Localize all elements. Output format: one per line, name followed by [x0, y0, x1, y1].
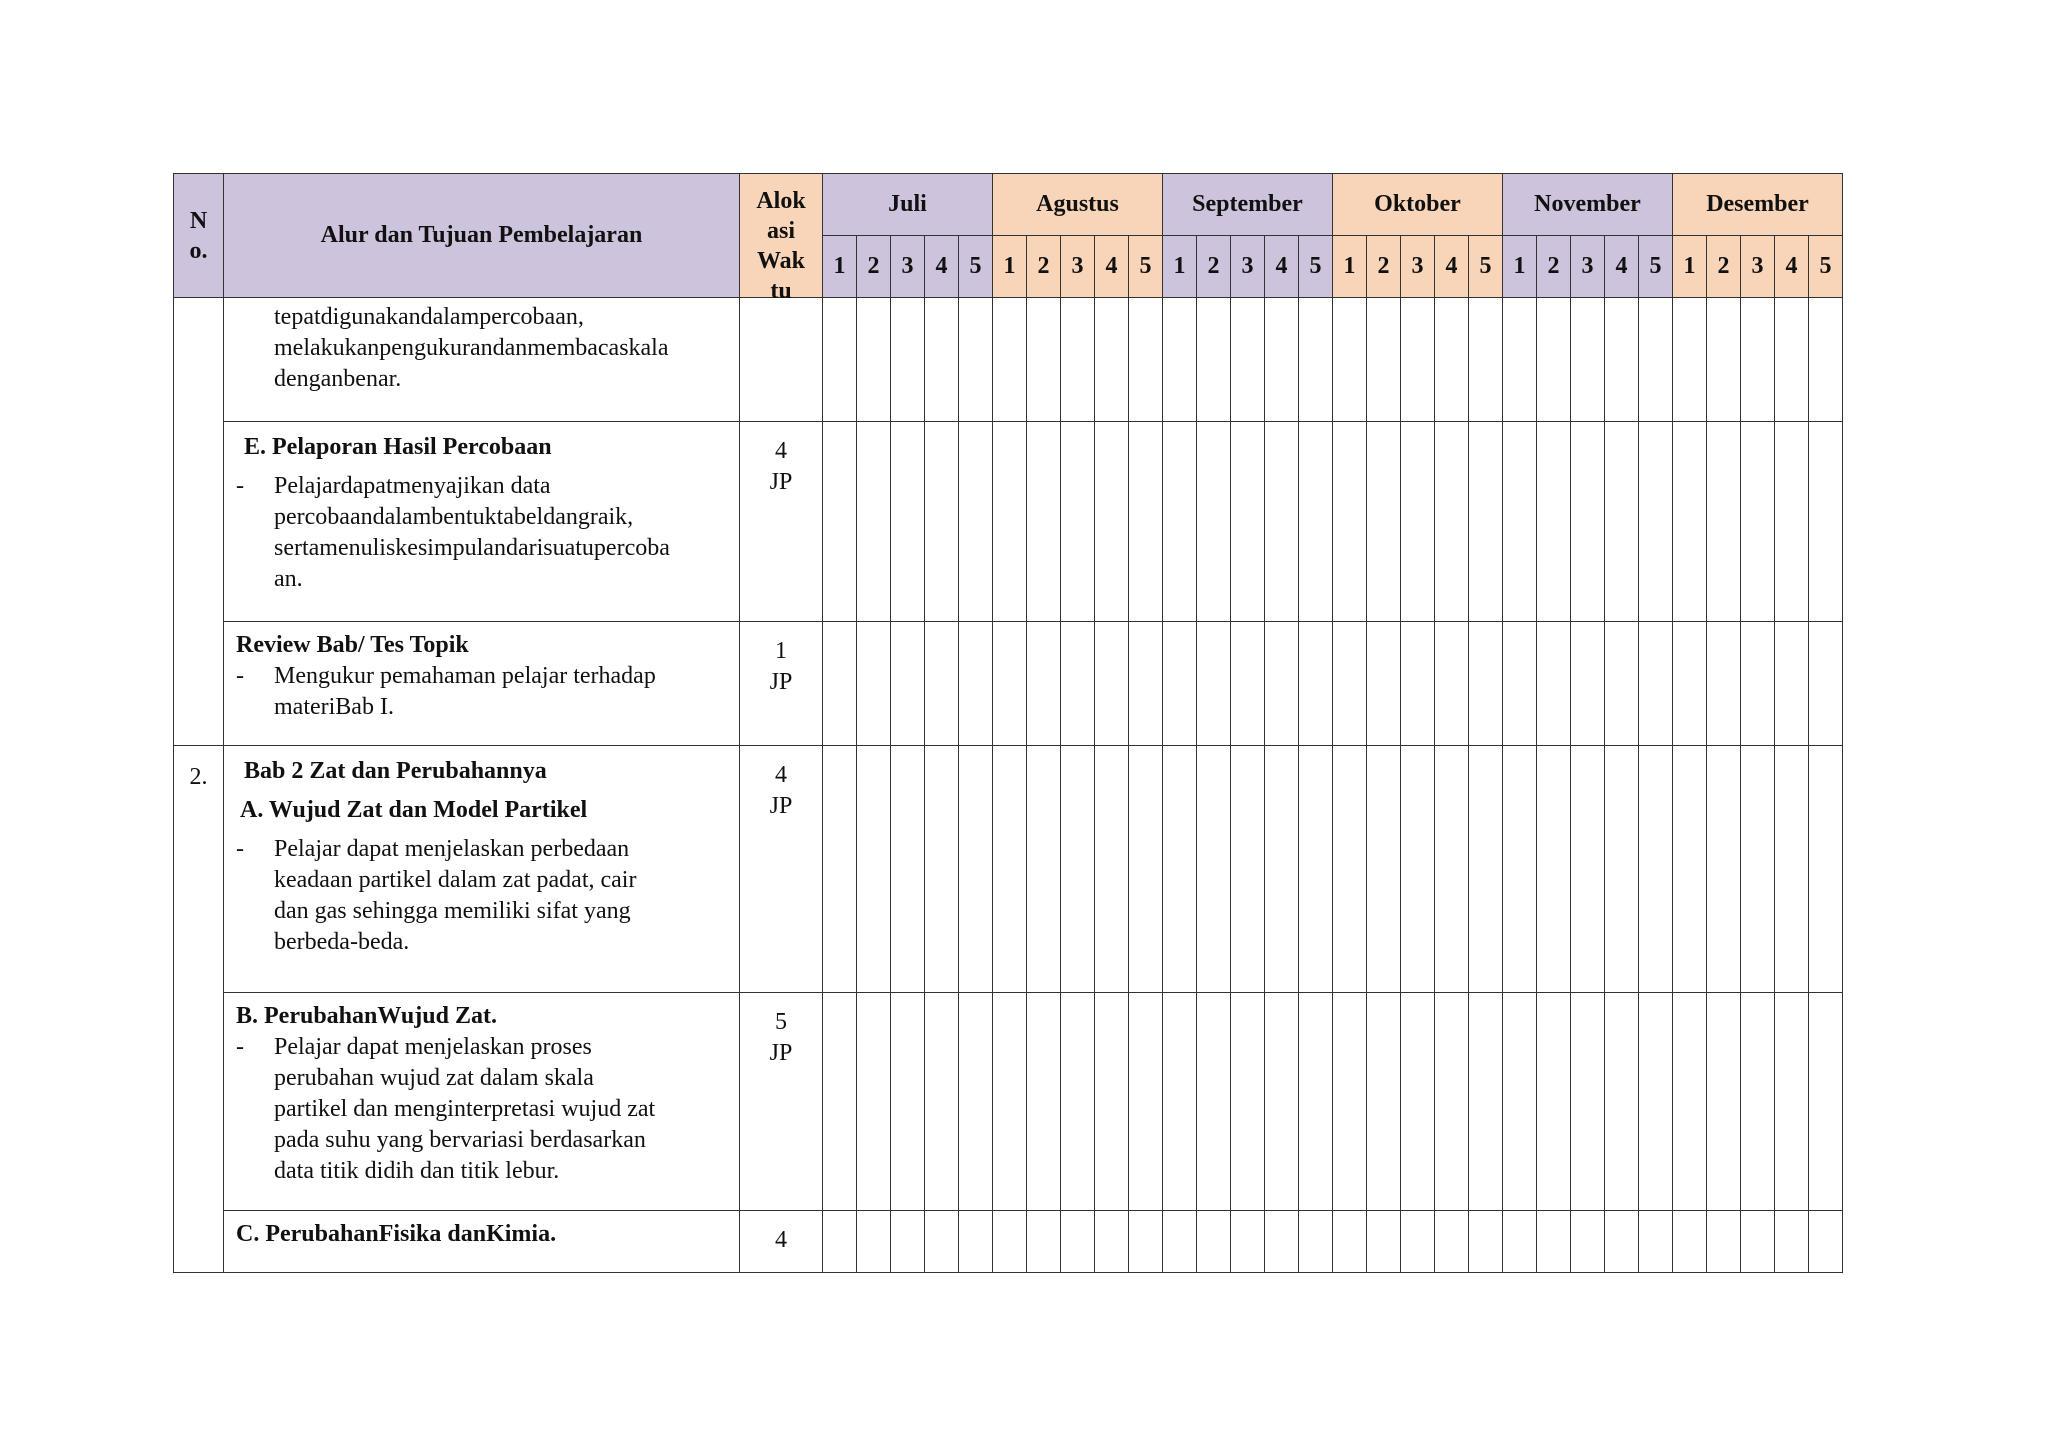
schedule-cell[interactable]	[1503, 298, 1537, 422]
schedule-cell[interactable]	[1197, 993, 1231, 1211]
schedule-cell[interactable]	[1741, 993, 1775, 1211]
dash-bullet: -	[236, 1034, 244, 1060]
schedule-cell[interactable]	[1333, 993, 1367, 1211]
month-desember: Desember	[1673, 174, 1843, 236]
text-line: partikel dan menginterpretasi wujud zat	[274, 1096, 656, 1122]
schedule-cell[interactable]	[1299, 622, 1333, 746]
schedule-cell[interactable]	[1673, 298, 1707, 422]
schedule-cell[interactable]	[857, 746, 891, 993]
schedule-cell[interactable]	[823, 622, 857, 746]
week-number-header: 3	[891, 236, 925, 298]
schedule-cell[interactable]	[1707, 298, 1741, 422]
text-line: Pelajardapatmenyajikan data	[274, 473, 551, 499]
schedule-cell[interactable]	[1231, 622, 1265, 746]
schedule-cell[interactable]	[959, 993, 993, 1211]
schedule-cell[interactable]	[1163, 298, 1197, 422]
schedule-cell[interactable]	[1061, 746, 1095, 993]
schedule-cell[interactable]	[1435, 1211, 1469, 1273]
schedule-cell[interactable]	[993, 622, 1027, 746]
schedule-cell[interactable]	[1503, 746, 1537, 993]
month-november: November	[1503, 174, 1673, 236]
header-alur: Alur dan Tujuan Pembelajaran	[224, 174, 740, 298]
schedule-cell[interactable]	[1537, 422, 1571, 622]
schedule-cell[interactable]	[1707, 746, 1741, 993]
week-number-header: 3	[1231, 236, 1265, 298]
jp-unit: JP	[769, 669, 793, 695]
bullet-item	[236, 1032, 725, 1187]
text-line: tepatdigunakandalampercobaan,	[274, 304, 584, 330]
schedule-cell[interactable]	[1061, 422, 1095, 622]
bullet-item	[236, 834, 725, 958]
alokasi-cell	[740, 622, 823, 746]
schedule-cell[interactable]	[1605, 298, 1639, 422]
schedule-cell[interactable]	[1095, 422, 1129, 622]
alokasi-cell	[740, 1211, 823, 1273]
schedule-cell[interactable]	[1639, 993, 1673, 1211]
week-number-header: 5	[1129, 236, 1163, 298]
jp-number: 4	[775, 762, 787, 788]
schedule-cell[interactable]	[1197, 1211, 1231, 1273]
continued-text	[236, 302, 725, 395]
alur-cell	[224, 746, 740, 993]
schedule-cell[interactable]	[857, 993, 891, 1211]
schedule-cell[interactable]	[1095, 746, 1129, 993]
jp-unit: JP	[769, 793, 793, 819]
schedule-cell[interactable]	[1673, 993, 1707, 1211]
schedule-cell[interactable]	[1027, 993, 1061, 1211]
schedule-cell[interactable]	[1265, 1211, 1299, 1273]
schedule-cell[interactable]	[1707, 422, 1741, 622]
month-agustus: Agustus	[993, 174, 1163, 236]
schedule-cell[interactable]	[1265, 746, 1299, 993]
schedule-cell[interactable]	[993, 422, 1027, 622]
bullet-item	[236, 661, 725, 723]
alur-cell	[224, 1211, 740, 1273]
schedule-cell[interactable]	[1435, 622, 1469, 746]
schedule-cell[interactable]	[1775, 422, 1809, 622]
schedule-cell[interactable]	[1061, 622, 1095, 746]
week-number-header: 4	[925, 236, 959, 298]
schedule-cell[interactable]	[1197, 422, 1231, 622]
jp-number: 5	[775, 1009, 787, 1035]
schedule-cell[interactable]	[1333, 622, 1367, 746]
schedule-cell[interactable]	[1673, 1211, 1707, 1273]
schedule-cell[interactable]	[1061, 993, 1095, 1211]
schedule-cell[interactable]	[1027, 622, 1061, 746]
schedule-cell[interactable]	[1299, 993, 1333, 1211]
header-alokasi	[740, 174, 823, 304]
schedule-cell[interactable]	[993, 746, 1027, 993]
schedule-cell[interactable]	[1027, 746, 1061, 993]
schedule-cell[interactable]	[1571, 622, 1605, 746]
schedule-cell[interactable]	[1775, 993, 1809, 1211]
week-number-header: 3	[1401, 236, 1435, 298]
schedule-cell[interactable]	[1537, 298, 1571, 422]
week-number-header: 4	[1265, 236, 1299, 298]
week-number-header: 2	[1027, 236, 1061, 298]
week-number-header: 5	[1299, 236, 1333, 298]
schedule-cell[interactable]	[1265, 422, 1299, 622]
schedule-cell[interactable]	[1605, 622, 1639, 746]
schedule-cell[interactable]	[959, 1211, 993, 1273]
schedule-cell[interactable]	[1163, 422, 1197, 622]
dash-bullet: -	[236, 473, 244, 499]
schedule-cell[interactable]	[1809, 993, 1843, 1211]
schedule-cell[interactable]	[1707, 1211, 1741, 1273]
schedule-cell[interactable]	[1401, 422, 1435, 622]
alokasi-cell	[740, 298, 823, 422]
schedule-cell[interactable]	[1333, 746, 1367, 993]
text-line: berbeda-beda.	[274, 929, 410, 955]
schedule-cell[interactable]	[1265, 298, 1299, 422]
alokasi-cell	[740, 993, 823, 1211]
schedule-cell[interactable]	[1775, 1211, 1809, 1273]
schedule-cell[interactable]	[1299, 298, 1333, 422]
schedule-cell[interactable]	[1741, 1211, 1775, 1273]
jp-unit: JP	[769, 1040, 793, 1066]
schedule-cell[interactable]	[1367, 298, 1401, 422]
schedule-cell[interactable]	[959, 746, 993, 993]
header-no	[174, 174, 224, 298]
schedule-cell[interactable]	[1027, 298, 1061, 422]
schedule-cell[interactable]	[1469, 622, 1503, 746]
text-line: an.	[274, 566, 303, 592]
week-number-header: 1	[823, 236, 857, 298]
schedule-cell[interactable]	[1231, 993, 1265, 1211]
text-line: pada suhu yang bervariasi berdasarkan	[274, 1127, 646, 1153]
schedule-cell[interactable]	[1299, 1211, 1333, 1273]
schedule-cell[interactable]	[1027, 1211, 1061, 1273]
jp-number: 4	[775, 1227, 787, 1253]
month-september: September	[1163, 174, 1333, 236]
schedule-cell[interactable]	[1129, 993, 1163, 1211]
week-number-header: 4	[1605, 236, 1639, 298]
schedule-cell[interactable]	[1197, 746, 1231, 993]
schedule-cell[interactable]	[823, 298, 857, 422]
schedule-cell[interactable]	[1197, 622, 1231, 746]
schedule-cell[interactable]	[1129, 1211, 1163, 1273]
schedule-cell[interactable]	[1163, 622, 1197, 746]
schedule-cell[interactable]	[1741, 746, 1775, 993]
text-line: denganbenar.	[274, 366, 402, 392]
schedule-cell[interactable]	[1299, 746, 1333, 993]
schedule-cell[interactable]	[1095, 622, 1129, 746]
schedule-cell[interactable]	[1435, 298, 1469, 422]
schedule-cell[interactable]	[857, 422, 891, 622]
alur-cell	[224, 298, 740, 422]
schedule-cell[interactable]	[1367, 622, 1401, 746]
week-number-header: 2	[1197, 236, 1231, 298]
schedule-cell[interactable]	[1469, 746, 1503, 993]
week-number-header: 2	[857, 236, 891, 298]
schedule-cell[interactable]	[1639, 422, 1673, 622]
schedule-cell[interactable]	[1367, 422, 1401, 622]
schedule-cell[interactable]	[1163, 993, 1197, 1211]
month-oktober: Oktober	[1333, 174, 1503, 236]
text-line: dan gas sehingga memiliki sifat yang	[274, 898, 631, 924]
schedule-cell[interactable]	[993, 1211, 1027, 1273]
text-line: materiBab I.	[274, 694, 394, 720]
schedule-cell[interactable]	[1639, 1211, 1673, 1273]
schedule-cell[interactable]	[1061, 298, 1095, 422]
section-heading: Review Bab/ Tes Topik	[236, 632, 469, 658]
schedule-cell[interactable]	[1265, 993, 1299, 1211]
header-alokasi-text: Alok asi Wak tu	[756, 188, 806, 304]
schedule-cell[interactable]	[1571, 993, 1605, 1211]
schedule-cell[interactable]	[1503, 993, 1537, 1211]
text-line: Pelajar dapat menjelaskan perbedaan	[274, 836, 630, 862]
alur-cell	[224, 422, 740, 622]
text-line: data titik didih dan titik lebur.	[274, 1158, 560, 1184]
schedule-cell[interactable]	[1469, 298, 1503, 422]
chapter-heading: Bab 2 Zat dan Perubahannya	[244, 758, 547, 784]
schedule-cell[interactable]	[1707, 993, 1741, 1211]
schedule-cell[interactable]	[857, 298, 891, 422]
alokasi-cell	[740, 422, 823, 622]
schedule-cell[interactable]	[1129, 298, 1163, 422]
schedule-cell[interactable]	[1571, 298, 1605, 422]
jp-number: 1	[775, 638, 787, 664]
schedule-cell[interactable]	[1469, 422, 1503, 622]
week-number-header: 5	[1639, 236, 1673, 298]
schedule-cell[interactable]	[1639, 746, 1673, 993]
schedule-cell[interactable]	[1299, 422, 1333, 622]
schedule-cell[interactable]	[1333, 422, 1367, 622]
schedule-cell[interactable]	[1571, 746, 1605, 993]
schedule-cell[interactable]	[1809, 298, 1843, 422]
schedule-cell[interactable]	[1775, 746, 1809, 993]
schedule-cell[interactable]	[1367, 993, 1401, 1211]
schedule-cell[interactable]	[925, 746, 959, 993]
section-heading: E. Pelaporan Hasil Percobaan	[244, 434, 552, 460]
week-number-header: 3	[1571, 236, 1605, 298]
week-number-header: 4	[1435, 236, 1469, 298]
schedule-cell[interactable]	[1537, 746, 1571, 993]
schedule-cell[interactable]	[1095, 1211, 1129, 1273]
schedule-cell[interactable]	[1435, 746, 1469, 993]
schedule-cell[interactable]	[1469, 993, 1503, 1211]
schedule-cell[interactable]	[925, 993, 959, 1211]
schedule-cell[interactable]	[1367, 1211, 1401, 1273]
schedule-cell[interactable]	[1265, 622, 1299, 746]
schedule-cell[interactable]	[1809, 622, 1843, 746]
schedule-cell[interactable]	[1673, 622, 1707, 746]
schedule-cell[interactable]	[1095, 298, 1129, 422]
schedule-cell[interactable]	[1673, 746, 1707, 993]
alur-cell	[224, 622, 740, 746]
schedule-cell[interactable]	[1605, 422, 1639, 622]
week-number-header: 2	[1367, 236, 1401, 298]
schedule-cell[interactable]	[1231, 746, 1265, 993]
schedule-cell[interactable]	[1741, 422, 1775, 622]
schedule-cell[interactable]	[891, 422, 925, 622]
jp-number: 4	[775, 438, 787, 464]
schedule-cell[interactable]	[1775, 298, 1809, 422]
week-number-header: 5	[959, 236, 993, 298]
schedule-cell[interactable]	[1537, 993, 1571, 1211]
lesson-plan-table	[173, 173, 1843, 1273]
schedule-cell[interactable]	[1129, 422, 1163, 622]
schedule-cell[interactable]	[1809, 1211, 1843, 1273]
schedule-cell[interactable]	[1809, 746, 1843, 993]
schedule-cell[interactable]	[1469, 1211, 1503, 1273]
week-number-header: 5	[1809, 236, 1843, 298]
week-number-header: 5	[1469, 236, 1503, 298]
text-line: Pelajar dapat menjelaskan proses	[274, 1034, 592, 1060]
schedule-cell[interactable]	[1333, 298, 1367, 422]
schedule-cell[interactable]	[1095, 993, 1129, 1211]
schedule-cell[interactable]	[1401, 622, 1435, 746]
schedule-cell[interactable]	[1435, 422, 1469, 622]
schedule-cell[interactable]	[1129, 746, 1163, 993]
schedule-cell[interactable]	[1197, 298, 1231, 422]
dash-bullet: -	[236, 836, 244, 862]
schedule-cell[interactable]	[1367, 746, 1401, 993]
schedule-cell[interactable]	[1401, 1211, 1435, 1273]
week-number-header: 4	[1095, 236, 1129, 298]
schedule-cell[interactable]	[1503, 622, 1537, 746]
header-no-text: N o.	[189, 207, 208, 264]
schedule-cell[interactable]	[1231, 1211, 1265, 1273]
schedule-cell[interactable]	[925, 298, 959, 422]
week-number-header: 3	[1061, 236, 1095, 298]
schedule-cell[interactable]	[1231, 298, 1265, 422]
schedule-cell[interactable]	[1401, 298, 1435, 422]
dash-bullet: -	[236, 663, 244, 689]
schedule-cell[interactable]	[1163, 1211, 1197, 1273]
schedule-cell[interactable]	[1809, 422, 1843, 622]
schedule-cell[interactable]	[925, 1211, 959, 1273]
text-line: keadaan partikel dalam zat padat, cair	[274, 867, 637, 893]
schedule-cell[interactable]	[1537, 1211, 1571, 1273]
jp-unit: JP	[769, 469, 793, 495]
schedule-cell[interactable]	[1401, 993, 1435, 1211]
schedule-cell[interactable]	[891, 298, 925, 422]
text-line: Mengukur pemahaman pelajar terhadap	[274, 663, 656, 689]
schedule-cell[interactable]	[1605, 746, 1639, 993]
week-number-header: 3	[1741, 236, 1775, 298]
schedule-cell[interactable]	[891, 1211, 925, 1273]
text-line: melakukanpengukurandanmembacaskala	[274, 335, 669, 361]
schedule-cell[interactable]	[959, 422, 993, 622]
schedule-cell[interactable]	[891, 622, 925, 746]
month-juli: Juli	[823, 174, 993, 236]
schedule-cell[interactable]	[1673, 422, 1707, 622]
week-number-header: 2	[1537, 236, 1571, 298]
week-number-header: 1	[1333, 236, 1367, 298]
schedule-cell[interactable]	[1605, 993, 1639, 1211]
schedule-cell[interactable]	[1231, 422, 1265, 622]
schedule-cell[interactable]	[823, 746, 857, 993]
schedule-cell[interactable]	[1435, 993, 1469, 1211]
schedule-cell[interactable]	[1571, 422, 1605, 622]
week-number-header: 2	[1707, 236, 1741, 298]
alur-cell	[224, 993, 740, 1211]
schedule-cell[interactable]	[1741, 622, 1775, 746]
schedule-cell[interactable]	[959, 622, 993, 746]
schedule-cell[interactable]	[925, 622, 959, 746]
schedule-cell[interactable]	[1503, 422, 1537, 622]
schedule-cell[interactable]	[857, 622, 891, 746]
schedule-cell[interactable]	[891, 993, 925, 1211]
schedule-cell[interactable]	[1639, 622, 1673, 746]
week-number-header: 1	[1163, 236, 1197, 298]
bullet-item	[236, 471, 725, 595]
schedule-cell[interactable]	[1639, 298, 1673, 422]
week-number-header: 4	[1775, 236, 1809, 298]
row-number-cell: 2.	[174, 746, 224, 1273]
text-line: perubahan wujud zat dalam skala	[274, 1065, 594, 1091]
schedule-cell[interactable]	[1537, 622, 1571, 746]
section-heading: A. Wujud Zat dan Model Partikel	[240, 797, 588, 823]
schedule-cell[interactable]	[993, 298, 1027, 422]
schedule-cell[interactable]	[857, 1211, 891, 1273]
schedule-cell[interactable]	[823, 1211, 857, 1273]
schedule-cell[interactable]	[1027, 422, 1061, 622]
schedule-cell[interactable]	[1503, 1211, 1537, 1273]
schedule-cell[interactable]	[891, 746, 925, 993]
schedule-cell[interactable]	[925, 422, 959, 622]
schedule-cell[interactable]	[1061, 1211, 1095, 1273]
week-number-header: 1	[1503, 236, 1537, 298]
schedule-cell[interactable]	[993, 993, 1027, 1211]
schedule-cell[interactable]	[1401, 746, 1435, 993]
week-number-header: 1	[1673, 236, 1707, 298]
schedule-cell[interactable]	[1741, 298, 1775, 422]
section-heading: B. PerubahanWujud Zat.	[236, 1003, 497, 1029]
schedule-cell[interactable]	[1707, 622, 1741, 746]
schedule-cell[interactable]	[1163, 746, 1197, 993]
text-line: sertamenuliskesimpulandarisuatupercoba	[274, 535, 670, 561]
week-number-header: 1	[993, 236, 1027, 298]
row-number-cell	[174, 298, 224, 746]
schedule-cell[interactable]	[1129, 622, 1163, 746]
schedule-cell[interactable]	[1333, 1211, 1367, 1273]
schedule-cell[interactable]	[1605, 1211, 1639, 1273]
section-heading: C. PerubahanFisika danKimia.	[236, 1221, 557, 1247]
schedule-cell[interactable]	[1775, 622, 1809, 746]
text-line: percobaandalambentuktabeldangraik,	[274, 504, 634, 530]
schedule-cell[interactable]	[959, 298, 993, 422]
alokasi-cell	[740, 746, 823, 993]
schedule-cell[interactable]	[1571, 1211, 1605, 1273]
schedule-cell[interactable]	[823, 422, 857, 622]
schedule-cell[interactable]	[823, 993, 857, 1211]
